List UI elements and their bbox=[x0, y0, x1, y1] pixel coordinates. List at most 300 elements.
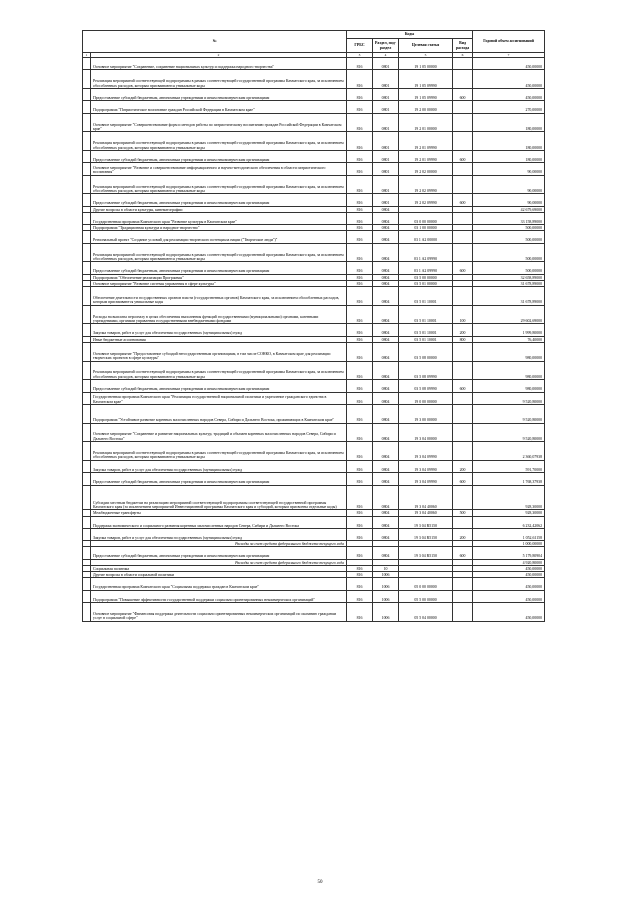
row-grbs-cell: 816 bbox=[347, 206, 373, 212]
row-section-cell: 0801 bbox=[373, 70, 399, 89]
row-amount-cell: 450,00000 bbox=[473, 58, 545, 70]
index-cell: 6 bbox=[453, 53, 473, 58]
row-number-cell bbox=[83, 460, 91, 472]
row-section-cell: 0804 bbox=[373, 336, 399, 342]
row-number-cell bbox=[83, 113, 91, 132]
row-amount-cell: 90,00000 bbox=[473, 163, 545, 175]
row-section-cell: 0804 bbox=[373, 305, 399, 324]
row-article-cell: 19 2 02 00000 bbox=[399, 163, 453, 175]
row-number-cell bbox=[83, 150, 91, 162]
row-amount-cell: 1 768,37938 bbox=[473, 473, 545, 485]
header-section: Раздел, под-раздел bbox=[373, 39, 399, 53]
row-expense-type-cell: 600 bbox=[453, 150, 473, 162]
row-grbs-cell: 816 bbox=[347, 361, 373, 380]
row-article-cell: 03 5 01 10001 bbox=[399, 336, 453, 342]
row-amount-cell: 2 360,07938 bbox=[473, 442, 545, 461]
table-row bbox=[83, 590, 545, 602]
row-name-cell: Расходы за счет средств федерального бюджета текущего года bbox=[91, 541, 347, 547]
table-row bbox=[83, 163, 545, 175]
row-amount-cell: 76,40000 bbox=[473, 336, 545, 342]
row-name-cell: Основное мероприятие "Сохранение и развитие национальных культур, традиций и обычаев коренных малочисленных народов Севера, Сибири и Дальнего Востока" bbox=[91, 423, 347, 442]
row-amount-cell: 1 000,00000 bbox=[473, 541, 545, 547]
row-amount-cell: 500,00000 bbox=[473, 243, 545, 262]
row-grbs-cell: 816 bbox=[347, 423, 373, 442]
table-row bbox=[83, 132, 545, 151]
row-number-cell bbox=[83, 231, 91, 243]
row-grbs-cell: 816 bbox=[347, 243, 373, 262]
row-amount-cell: 33 158,89000 bbox=[473, 212, 545, 224]
row-article-cell: 03 5 01 10001 bbox=[399, 324, 453, 336]
row-name-cell: Основное мероприятие "Сохранение, сохранение национальных культур и поддержка народного творчества" bbox=[91, 58, 347, 70]
row-expense-type-cell: 600 bbox=[453, 473, 473, 485]
row-grbs-cell: 816 bbox=[347, 175, 373, 194]
row-grbs-cell: 816 bbox=[347, 380, 373, 392]
row-name-cell: Основное мероприятие "Развитие системы управления в сфере культуры" bbox=[91, 281, 347, 287]
row-section-cell: 0804 bbox=[373, 243, 399, 262]
row-amount-cell: 500,00000 bbox=[473, 225, 545, 231]
row-amount-cell: 180,00000 bbox=[473, 150, 545, 162]
table-row bbox=[83, 516, 545, 528]
row-grbs-cell: 816 bbox=[347, 572, 373, 578]
row-article-cell: 19 3 04 40060 bbox=[399, 510, 453, 516]
row-name-cell: Межбюджетные трансферты bbox=[91, 510, 347, 516]
row-grbs-cell: 816 bbox=[347, 101, 373, 113]
row-expense-type-cell bbox=[453, 175, 473, 194]
row-article-cell: 03 1 A2 00000 bbox=[399, 231, 453, 243]
table-row bbox=[83, 58, 545, 70]
row-amount-cell: 9 520,80000 bbox=[473, 404, 545, 423]
row-amount-cell: 29 602,69000 bbox=[473, 305, 545, 324]
row-amount-cell: 500,00000 bbox=[473, 231, 545, 243]
row-amount-cell: 4 920,80000 bbox=[473, 559, 545, 565]
row-name-cell: Реализация мероприятий соответствующей подпрограммы в рамках соответствующей государственной программы Камчатского края, за исключением обособленных расходов, которым присваиваются уникальные коды bbox=[91, 361, 347, 380]
row-amount-cell: 180,00000 bbox=[473, 132, 545, 151]
row-section-cell: 0804 bbox=[373, 343, 399, 362]
index-cell: 7 bbox=[473, 53, 545, 58]
row-grbs-cell: 816 bbox=[347, 212, 373, 224]
row-number-cell bbox=[83, 194, 91, 206]
row-grbs-cell: 816 bbox=[347, 578, 373, 590]
table-row bbox=[83, 175, 545, 194]
row-article-cell: 19 3 04 R5150 bbox=[399, 528, 453, 540]
row-section-cell: 1006 bbox=[373, 603, 399, 622]
budget-table bbox=[82, 30, 545, 622]
row-article-cell: 03 1 00 00000 bbox=[399, 225, 453, 231]
table-body bbox=[83, 58, 545, 622]
row-grbs-cell: 816 bbox=[347, 473, 373, 485]
table-row bbox=[83, 547, 545, 559]
row-section-cell: 0801 bbox=[373, 163, 399, 175]
row-expense-type-cell bbox=[453, 70, 473, 89]
row-grbs-cell: 816 bbox=[347, 460, 373, 472]
table-row bbox=[83, 324, 545, 336]
row-section-cell: 1006 bbox=[373, 578, 399, 590]
header-annual: Годовой объем ассигнований bbox=[473, 31, 545, 53]
row-amount-cell: 42 679,69000 bbox=[473, 206, 545, 212]
row-expense-type-cell bbox=[453, 343, 473, 362]
row-section-cell: 0801 bbox=[373, 175, 399, 194]
row-expense-type-cell: 600 bbox=[453, 547, 473, 559]
row-number-cell bbox=[83, 287, 91, 306]
row-amount-cell: 450,00000 bbox=[473, 566, 545, 572]
row-name-cell: Поддержка экономического и социального развития коренных малочисленных народов Севера, Сибири и Дальнего Востока bbox=[91, 516, 347, 528]
row-name-cell: Реализация мероприятий соответствующей подпрограммы в рамках соответствующей государственной программы Камчатского края, за исключением обособленных расходов, которым присваиваются уникальные коды bbox=[91, 243, 347, 262]
row-expense-type-cell bbox=[453, 423, 473, 442]
row-article-cell: 19 3 04 00000 bbox=[399, 423, 453, 442]
row-article-cell: 19 0 00 00000 bbox=[399, 392, 453, 404]
index-cell: 5 bbox=[399, 53, 453, 58]
row-grbs-cell: 816 bbox=[347, 262, 373, 274]
row-number-cell bbox=[83, 380, 91, 392]
row-section-cell: 0804 bbox=[373, 212, 399, 224]
row-section-cell: 1006 bbox=[373, 572, 399, 578]
row-name-cell: Подпрограмма "Устойчивое развитие коренных малочисленных народов Севера, Сибири и Дальнего Востока, проживающих в Камчатском крае" bbox=[91, 404, 347, 423]
row-name-cell: Предоставление субсидий бюджетным, автономным учреждениям и иным некоммерческим организациям bbox=[91, 380, 347, 392]
row-expense-type-cell: 600 bbox=[453, 194, 473, 206]
row-section-cell: 0804 bbox=[373, 324, 399, 336]
row-expense-type-cell: 600 bbox=[453, 88, 473, 100]
table-row bbox=[83, 485, 545, 510]
row-article-cell: 03 5 08 09990 bbox=[399, 380, 453, 392]
row-name-cell: Основное мероприятие "Предоставление субсидий негосударственным организациям, в том числе СОНКО, в Камчатском крае для реализации творческих проектов в сфере культуры" bbox=[91, 343, 347, 362]
row-grbs-cell: 816 bbox=[347, 194, 373, 206]
row-expense-type-cell bbox=[453, 243, 473, 262]
table-row bbox=[83, 243, 545, 262]
row-number-cell bbox=[83, 473, 91, 485]
row-amount-cell: 1 999,80000 bbox=[473, 324, 545, 336]
row-article-cell: 03 5 01 10001 bbox=[399, 305, 453, 324]
table-row bbox=[83, 603, 545, 622]
row-name-cell: Реализация мероприятий соответствующей подпрограммы в рамках соответствующей государственной программы Камчатского края, за исключением обособленных расходов, которым присваиваются уникальные коды bbox=[91, 70, 347, 89]
row-amount-cell: 450,00000 bbox=[473, 572, 545, 578]
row-number-cell bbox=[83, 590, 91, 602]
table-row bbox=[83, 70, 545, 89]
row-article-cell: 19 1 05 09990 bbox=[399, 70, 453, 89]
row-grbs-cell: 816 bbox=[347, 113, 373, 132]
table-row bbox=[83, 305, 545, 324]
row-article-cell: 19 1 05 00000 bbox=[399, 58, 453, 70]
row-name-cell: Предоставление субсидий бюджетным, автономным учреждениям и иным некоммерческим организациям bbox=[91, 473, 347, 485]
row-number-cell bbox=[83, 578, 91, 590]
table-row bbox=[83, 287, 545, 306]
row-expense-type-cell bbox=[453, 231, 473, 243]
row-section-cell: 0804 bbox=[373, 225, 399, 231]
table-row bbox=[83, 113, 545, 132]
row-expense-type-cell: 200 bbox=[453, 324, 473, 336]
row-grbs-cell: 816 bbox=[347, 528, 373, 540]
index-cell: 4 bbox=[373, 53, 399, 58]
row-article-cell: 19 3 04 09990 bbox=[399, 473, 453, 485]
row-article-cell: 19 2 02 09990 bbox=[399, 194, 453, 206]
row-article-cell: 03 1 A2 09990 bbox=[399, 262, 453, 274]
row-article-cell: 19 3 04 R5150 bbox=[399, 516, 453, 528]
row-article-cell: 19 2 01 00000 bbox=[399, 113, 453, 132]
row-expense-type-cell bbox=[453, 58, 473, 70]
row-expense-type-cell bbox=[453, 101, 473, 113]
row-number-cell bbox=[83, 392, 91, 404]
row-amount-cell: 450,00000 bbox=[473, 578, 545, 590]
row-grbs-cell: 816 bbox=[347, 442, 373, 461]
row-expense-type-cell: 200 bbox=[453, 528, 473, 540]
row-section-cell: 0804 bbox=[373, 231, 399, 243]
row-name-cell: Государственная программа Камчатского края "Социальная поддержка граждан в Камчатском крае" bbox=[91, 578, 347, 590]
row-article-cell: 03 5 08 09990 bbox=[399, 361, 453, 380]
row-article-cell: 19 2 00 00000 bbox=[399, 101, 453, 113]
row-name-cell: Региональный проект "Создание условий для реализации творческого потенциала нации ("Творческие люди")" bbox=[91, 231, 347, 243]
row-section-cell: 0804 bbox=[373, 262, 399, 274]
row-name-cell: Реализация мероприятий соответствующей подпрограммы в рамках соответствующей государственной программы Камчатского края, за исключением обособленных расходов, которым присваиваются уникальные коды bbox=[91, 442, 347, 461]
row-grbs-cell: 816 bbox=[347, 163, 373, 175]
row-section-cell: 0804 bbox=[373, 361, 399, 380]
row-article-cell: 19 2 02 09990 bbox=[399, 175, 453, 194]
row-grbs-cell: 816 bbox=[347, 281, 373, 287]
index-cell: 2 bbox=[91, 53, 347, 58]
row-amount-cell: 6 232,42062 bbox=[473, 516, 545, 528]
row-number-cell bbox=[83, 88, 91, 100]
row-article-cell: 03 0 00 00000 bbox=[399, 212, 453, 224]
row-number-cell bbox=[83, 262, 91, 274]
row-expense-type-cell: 200 bbox=[453, 460, 473, 472]
row-section-cell: 0801 bbox=[373, 101, 399, 113]
row-grbs-cell: 816 bbox=[347, 336, 373, 342]
row-grbs-cell: 816 bbox=[347, 404, 373, 423]
row-number-cell bbox=[83, 70, 91, 89]
row-amount-cell: 31 678,89000 bbox=[473, 287, 545, 306]
row-grbs-cell: 816 bbox=[347, 324, 373, 336]
table-row bbox=[83, 528, 545, 540]
row-amount-cell: 591,70000 bbox=[473, 460, 545, 472]
table-row bbox=[83, 442, 545, 461]
row-name-cell: Основное мероприятие "Совершенствование форм и методов работы по патриотическому воспитанию граждан Российской Федерации в Камчатском крае" bbox=[91, 113, 347, 132]
row-name-cell: Подпрограмма "Повышение эффективности государственной поддержки социально ориентированных некоммерческих организаций" bbox=[91, 590, 347, 602]
table-row bbox=[83, 361, 545, 380]
row-section-cell: 0804 bbox=[373, 473, 399, 485]
row-name-cell: Предоставление субсидий бюджетным, автономным учреждениям и иным некоммерческим организациям bbox=[91, 262, 347, 274]
row-name-cell: Подпрограмма "Традиционная культура и народное творчество" bbox=[91, 225, 347, 231]
row-number-cell bbox=[83, 305, 91, 324]
row-section-cell: 0804 bbox=[373, 281, 399, 287]
row-number-cell bbox=[83, 163, 91, 175]
row-article-cell: 19 2 01 09990 bbox=[399, 150, 453, 162]
row-name-cell: Предоставление субсидий бюджетным, автономным учреждениям и иным некоммерческим организациям bbox=[91, 547, 347, 559]
row-name-cell: Основное мероприятие "Развитие и совершенствование информационного и научно-методического обеспечения в области патриотического воспитания" bbox=[91, 163, 347, 175]
row-grbs-cell: 816 bbox=[347, 392, 373, 404]
row-article-cell: 03 5 00 00000 bbox=[399, 274, 453, 280]
table-row bbox=[83, 231, 545, 243]
row-expense-type-cell: 800 bbox=[453, 336, 473, 342]
row-article-cell: 05 5 04 00000 bbox=[399, 603, 453, 622]
table-row bbox=[83, 578, 545, 590]
row-section-cell: 0804 bbox=[373, 274, 399, 280]
row-article-cell: 19 3 00 00000 bbox=[399, 404, 453, 423]
row-grbs-cell: 816 bbox=[347, 305, 373, 324]
row-number-cell bbox=[83, 485, 91, 510]
row-expense-type-cell bbox=[453, 442, 473, 461]
row-article-cell: 19 3 04 R5150 bbox=[399, 547, 453, 559]
row-grbs-cell: 816 bbox=[347, 590, 373, 602]
row-name-cell: Другие вопросы в области социальной политики bbox=[91, 572, 347, 578]
row-expense-type-cell: 500 bbox=[453, 510, 473, 516]
row-name-cell: Обеспечение деятельности государственных органов власти (государственных органов) Камчатского края, за исключением обособленных расходов, которым присваиваются уникальные коды bbox=[91, 287, 347, 306]
row-amount-cell: 450,00000 bbox=[473, 603, 545, 622]
header-grbs: ГРБС bbox=[347, 39, 373, 53]
row-grbs-cell: 816 bbox=[347, 547, 373, 559]
row-article-cell: 03 5 01 00000 bbox=[399, 281, 453, 287]
row-name-cell: Подпрограмма "Обеспечение реализации Программы" bbox=[91, 274, 347, 280]
row-number-cell bbox=[83, 324, 91, 336]
row-article-cell: 19 3 04 09990 bbox=[399, 442, 453, 461]
index-cell: 1 bbox=[83, 53, 91, 58]
row-section-cell: 0804 bbox=[373, 547, 399, 559]
row-grbs-cell: 816 bbox=[347, 516, 373, 528]
row-name-cell: Предоставление субсидий бюджетным, автономным учреждениям и иным некоммерческим организациям bbox=[91, 194, 347, 206]
row-name-cell: Иные бюджетные ассигнования bbox=[91, 336, 347, 342]
row-article-cell: 19 3 04 09990 bbox=[399, 460, 453, 472]
row-section-cell: 0801 bbox=[373, 58, 399, 70]
row-amount-cell: 980,00000 bbox=[473, 380, 545, 392]
row-expense-type-cell bbox=[453, 603, 473, 622]
row-amount-cell: 928,30000 bbox=[473, 485, 545, 510]
row-section-cell: 0804 bbox=[373, 287, 399, 306]
row-number-cell bbox=[83, 603, 91, 622]
row-name-cell: Расходы за счет средств федерального бюджета текущего года bbox=[91, 559, 347, 565]
row-number-cell bbox=[83, 361, 91, 380]
row-section-cell: 0804 bbox=[373, 404, 399, 423]
row-amount-cell: 32 658,89000 bbox=[473, 274, 545, 280]
row-section-cell: 0804 bbox=[373, 392, 399, 404]
row-expense-type-cell: 100 bbox=[453, 305, 473, 324]
table-row bbox=[83, 392, 545, 404]
row-name-cell: Реализация мероприятий соответствующей подпрограммы в рамках соответствующей государственной программы Камчатского края, за исключением обособленных расходов, которым присваиваются уникальные коды bbox=[91, 132, 347, 151]
row-grbs-cell: 816 bbox=[347, 274, 373, 280]
row-grbs-cell: 816 bbox=[347, 231, 373, 243]
row-number-cell bbox=[83, 58, 91, 70]
row-grbs-cell: 816 bbox=[347, 58, 373, 70]
row-name-cell: Подпрограмма "Патриотическое воспитание граждан Российской Федерации в Камчатском крае" bbox=[91, 101, 347, 113]
row-section-cell: 0801 bbox=[373, 113, 399, 132]
row-amount-cell: 9 520,80000 bbox=[473, 423, 545, 442]
row-section-cell: 0804 bbox=[373, 485, 399, 510]
row-grbs-cell: 816 bbox=[347, 485, 373, 510]
index-cell: 3 bbox=[347, 53, 373, 58]
row-number-cell bbox=[83, 404, 91, 423]
table-row bbox=[83, 380, 545, 392]
table-row bbox=[83, 101, 545, 113]
row-grbs-cell: 816 bbox=[347, 287, 373, 306]
row-amount-cell: 5 179,80904 bbox=[473, 547, 545, 559]
row-number-cell bbox=[83, 343, 91, 362]
row-amount-cell: 9 520,80000 bbox=[473, 392, 545, 404]
row-name-cell: Другие вопросы в области культуры, кинематографии bbox=[91, 206, 347, 212]
row-number-cell bbox=[83, 101, 91, 113]
row-article-cell: 19 2 01 09990 bbox=[399, 132, 453, 151]
row-amount-cell: 31 678,89000 bbox=[473, 281, 545, 287]
row-amount-cell: 980,00000 bbox=[473, 343, 545, 362]
page-number: 50 bbox=[317, 880, 323, 885]
row-name-cell: Государственная программа Камчатского края "Развитие культуры в Камчатском крае" bbox=[91, 212, 347, 224]
row-name-cell: Реализация мероприятий соответствующей подпрограммы в рамках соответствующей государственной программы Камчатского края, за исключением обособленных расходов, которым присваиваются уникальные коды bbox=[91, 175, 347, 194]
row-name-cell: Государственная программа Камчатского края "Реализация государственной национальной политики и укрепление гражданского единства в Камчатском крае" bbox=[91, 392, 347, 404]
table-row bbox=[83, 404, 545, 423]
table-row bbox=[83, 423, 545, 442]
row-grbs-cell: 816 bbox=[347, 603, 373, 622]
row-section-cell: 0801 bbox=[373, 150, 399, 162]
row-section-cell: 0804 bbox=[373, 442, 399, 461]
row-article-cell: 03 5 08 00000 bbox=[399, 343, 453, 362]
row-article-cell: 19 3 04 40060 bbox=[399, 485, 453, 510]
header-expense-type: Вид расхода bbox=[453, 39, 473, 53]
row-expense-type-cell bbox=[453, 113, 473, 132]
table-row bbox=[83, 88, 545, 100]
row-expense-type-cell bbox=[453, 392, 473, 404]
table-header bbox=[83, 31, 545, 58]
row-section-cell: 0804 bbox=[373, 206, 399, 212]
row-number-cell bbox=[83, 423, 91, 442]
row-name-cell: Закупка товаров, работ и услуг для обеспечения государственных (муниципальных) нужд bbox=[91, 324, 347, 336]
header-number: № bbox=[83, 31, 347, 53]
row-number-cell bbox=[83, 547, 91, 559]
row-amount-cell: 450,00000 bbox=[473, 88, 545, 100]
row-name-cell: Закупка товаров, работ и услуг для обеспечения государственных (муниципальных) нужд bbox=[91, 528, 347, 540]
row-name-cell: Предоставление субсидий бюджетным, автономным учреждениям и иным некоммерческим организациям bbox=[91, 88, 347, 100]
row-name-cell: Предоставление субсидий бюджетным, автономным учреждениям и иным некоммерческим организациям bbox=[91, 150, 347, 162]
row-section-cell: 1006 bbox=[373, 590, 399, 602]
row-section-cell: 10 bbox=[373, 566, 399, 572]
row-article-cell: 03 1 A2 09990 bbox=[399, 243, 453, 262]
row-article-cell: 19 1 05 09990 bbox=[399, 88, 453, 100]
row-grbs-cell: 816 bbox=[347, 225, 373, 231]
row-section-cell: 0804 bbox=[373, 516, 399, 528]
row-grbs-cell: 816 bbox=[347, 70, 373, 89]
row-expense-type-cell: 600 bbox=[453, 262, 473, 274]
row-amount-cell: 928,30000 bbox=[473, 510, 545, 516]
row-number-cell bbox=[83, 243, 91, 262]
row-amount-cell: 450,00000 bbox=[473, 590, 545, 602]
row-expense-type-cell bbox=[453, 163, 473, 175]
row-amount-cell: 980,00000 bbox=[473, 361, 545, 380]
row-expense-type-cell bbox=[453, 578, 473, 590]
row-amount-cell: 90,00000 bbox=[473, 175, 545, 194]
table-row bbox=[83, 262, 545, 274]
table-row bbox=[83, 473, 545, 485]
header-codes: Коды bbox=[347, 31, 473, 39]
row-expense-type-cell bbox=[453, 287, 473, 306]
row-section-cell: 0804 bbox=[373, 423, 399, 442]
row-expense-type-cell bbox=[453, 590, 473, 602]
row-section-cell: 0804 bbox=[373, 380, 399, 392]
table-row bbox=[83, 212, 545, 224]
row-section-cell: 0804 bbox=[373, 510, 399, 516]
table-row bbox=[83, 194, 545, 206]
row-expense-type-cell bbox=[453, 404, 473, 423]
row-amount-cell: 500,00000 bbox=[473, 262, 545, 274]
row-amount-cell: 270,00000 bbox=[473, 101, 545, 113]
row-article-cell: 03 5 01 10001 bbox=[399, 287, 453, 306]
table-row bbox=[83, 150, 545, 162]
row-number-cell bbox=[83, 212, 91, 224]
row-expense-type-cell bbox=[453, 485, 473, 510]
table-row bbox=[83, 460, 545, 472]
row-section-cell: 0801 bbox=[373, 132, 399, 151]
row-section-cell: 0801 bbox=[373, 194, 399, 206]
row-name-cell: Основное мероприятие "Финансовая поддержка деятельности социально ориентированных некоммерческих организаций по оказанию гражданам услуг в социальной сфере" bbox=[91, 603, 347, 622]
row-name-cell: Закупка товаров, работ и услуг для обеспечения государственных (муниципальных) нужд bbox=[91, 460, 347, 472]
row-name-cell: Расходы на выплаты персоналу в целях обеспечения выполнения функций государственными (муниципальными) органами, казенными учреждениями, органами управления государственными внебюджетными фондами bbox=[91, 305, 347, 324]
row-amount-cell: 1 052,61158 bbox=[473, 528, 545, 540]
row-article-cell: 05 5 00 00000 bbox=[399, 590, 453, 602]
row-expense-type-cell bbox=[453, 361, 473, 380]
row-number-cell bbox=[83, 442, 91, 461]
